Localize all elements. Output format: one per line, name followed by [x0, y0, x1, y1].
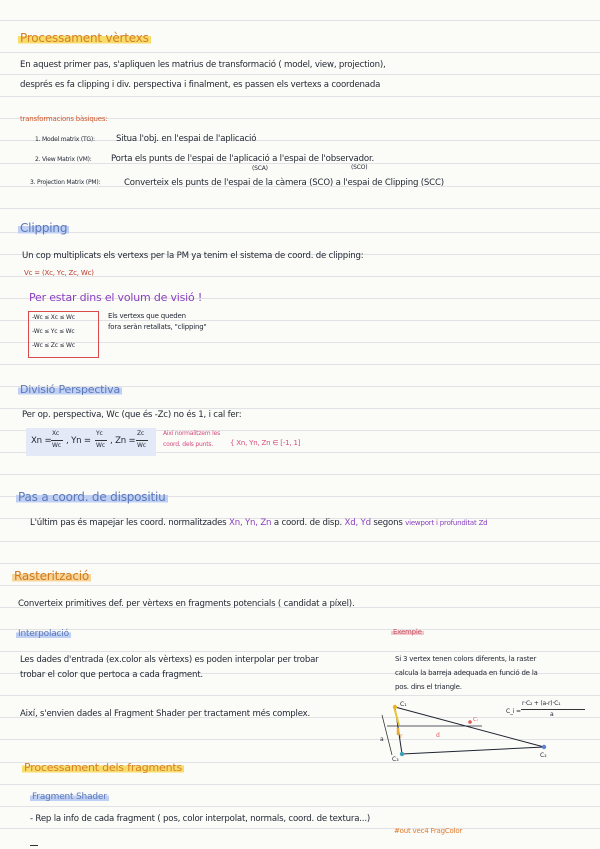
interp-line: trobar el color que pertoca a cada fragment. [20, 670, 203, 680]
label-c1: C₁ [400, 701, 407, 708]
xn-denominator: Wc [52, 442, 61, 449]
yn-numerator: Yc [96, 430, 103, 437]
cut-off-line [30, 843, 360, 849]
segment-highlight [394, 707, 399, 725]
transform-label: 3. Projection Matrix (PM): [30, 179, 101, 186]
dash [30, 845, 38, 846]
subtitle-interpolacio: Interpolació [18, 629, 69, 639]
section-title-processament-vertexs: Processament vèrtexs [20, 31, 149, 45]
fraction-bar [95, 440, 107, 441]
clipping-note: fora seràn retallats, "clipping" [108, 323, 207, 331]
fraction-bar [136, 440, 148, 441]
frag-output: #out vec4 FragColor [394, 827, 463, 835]
label-ci: Cᵢ [473, 717, 478, 723]
example-line: Si 3 vertex tenen colors diferents, la raster [395, 655, 537, 663]
text: segons [373, 518, 403, 528]
interp-line: Les dades d'entrada (ex.color als vèrtexs) es poden interpolar per trobar [20, 655, 319, 665]
formula-numerator: r·C₂ + (a-r)·C₁ [522, 700, 561, 707]
normalized-range: { Xn, Yn, Zn ∈ [-1, 1] [230, 439, 301, 447]
transform-label: 1. Model matrix (TG): [35, 136, 95, 143]
text: a coord. de disp. [273, 518, 342, 528]
example-line: calcula la barreja adequada en funció de la [395, 669, 538, 677]
section-title-pas-dispositiu: Pas a coord. de dispositiu [18, 490, 166, 504]
text: Xd, Yd [344, 518, 371, 528]
clipping-note: Els vertexs que queden [108, 312, 186, 320]
label-c3: C₃ [392, 756, 399, 761]
text: Xn, Yn, Zn [229, 518, 272, 528]
pas-dispositiu-line [30, 519, 487, 528]
point-ci [468, 720, 472, 724]
vertex-c3 [400, 752, 404, 756]
text: L'últim pas és mapejar les coord. normalitzades [30, 518, 227, 528]
divisio-line: Per op. perspectiva, Wc (que és -Zc) no és 1, i cal fer: [22, 410, 242, 420]
divisio-note: coord. dels punts. [163, 441, 214, 448]
fragment-line: - Rep la info de cada fragment ( pos, color interpolat, normals, coord. de textura...) [30, 814, 371, 824]
clipping-line: Un cop multiplicats els vertexs per la PM ya tenim el sistema de coord. de clipping: [22, 251, 364, 261]
inequality: -Wc ≤ Zc ≤ Wc [32, 342, 75, 349]
transform-text: Porta els punts de l'espai de l'aplicació a l'espai de l'observador. [111, 154, 375, 164]
label-a: a [380, 736, 384, 743]
fraction-bar [521, 709, 585, 710]
fraction-bar [51, 440, 63, 441]
section-title-clipping: Clipping [20, 221, 68, 235]
divisio-note: Així normalitzem les [163, 430, 221, 437]
intro-line: després es fa clipping i div. perspectiva i finalment, es passen els vertexs a coordenada [20, 80, 381, 90]
xn-label: Xn = [31, 436, 52, 446]
label-d: d [436, 732, 440, 739]
formula-denominator: a [550, 711, 554, 718]
transform-text: Converteix els punts de l'espai de la càmera (SCO) a l'espai de Clipping (SCC) [124, 178, 444, 188]
raster-line: Converteix primitives def. per vèrtexs en fragments potencials ( candidat a píxel). [18, 599, 355, 609]
section-title-processament-fragments: Processament dels fragments [24, 761, 182, 774]
vertex-c2 [542, 745, 546, 749]
triangle-edge [395, 707, 544, 747]
side-a-guide [382, 715, 392, 755]
section-title-rasteritzacio: Rasterització [14, 569, 90, 583]
subtitle-exemple: Exemple [393, 628, 422, 636]
intro-line: En aquest primer pas, s'apliquen les matrius de transformació ( model, view, projection), [20, 60, 386, 70]
example-line: pos. dins el triangle. [395, 683, 462, 691]
text: viewport i profunditat Zd [405, 519, 488, 527]
section-title-divisio: Divisió Perspectiva [20, 383, 120, 396]
triangle-edge [402, 747, 544, 754]
interp-line: Així, s'envien dades al Fragment Shader per tractament més complex. [20, 709, 311, 719]
label-c2: C₂ [540, 752, 547, 759]
xn-numerator: Xc [52, 430, 60, 437]
transform-sub: (SCO) [351, 164, 368, 171]
formula-lhs: C_i = [506, 708, 521, 715]
subtitle-fragment-shader: Fragment Shader [32, 792, 107, 802]
zn-numerator: Zc [137, 430, 145, 437]
inequality: -Wc ≤ Yc ≤ Wc [32, 328, 75, 335]
yn-denominator: Wc [96, 442, 105, 449]
subtitle-transformacions: transformacions bàsiques: [20, 115, 108, 123]
yn-label: , Yn = [66, 436, 91, 446]
inequality: -Wc ≤ Xc ≤ Wc [32, 314, 75, 321]
transform-sub: (SCA) [252, 165, 268, 172]
transform-label: 2. View Matrix (VM): [35, 156, 92, 163]
vertex-c1 [393, 705, 397, 709]
clip-coord-vector: Vc = (Xc, Yc, Zc, Wc) [24, 269, 94, 277]
transform-text: Situa l'obj. en l'espai de l'aplicació [116, 134, 257, 144]
zn-denominator: Wc [137, 442, 146, 449]
zn-label: , Zn = [110, 436, 136, 446]
clip-condition: Per estar dins el volum de visió ! [29, 291, 203, 304]
label-r: r [400, 733, 403, 740]
